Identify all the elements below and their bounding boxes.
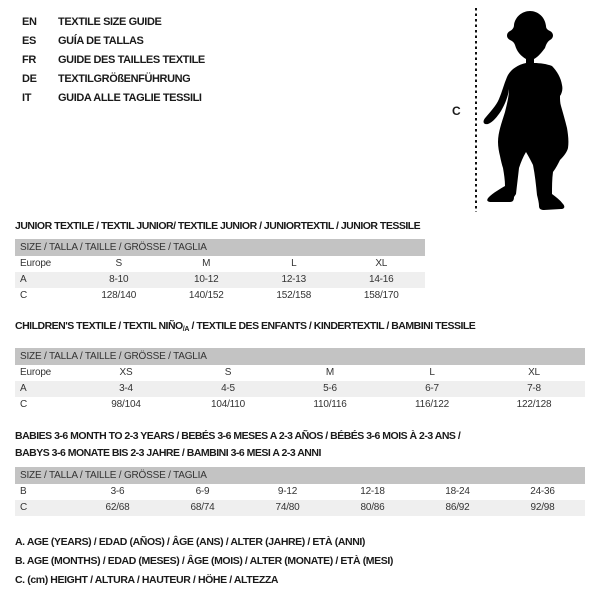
table-cell: 7-8 [527, 383, 541, 394]
language-code: DE [22, 72, 37, 85]
language-code: FR [22, 53, 37, 66]
row-label: A [20, 383, 27, 394]
legend-line-a: A. AGE (YEARS) / EDAD (AÑOS) / ÂGE (ANS) / ALTER (JAHRE) / ETÀ (ANNI) [15, 536, 366, 548]
table-row [15, 256, 425, 272]
table-cell: 122/128 [516, 399, 552, 410]
table-cell: 24-36 [530, 486, 555, 497]
table-cell: L [429, 367, 435, 378]
table-cell: S [224, 367, 232, 378]
legend-line-b: B. AGE (MONTHS) / EDAD (MESES) / ÂGE (MOIS) / ALTER (MONATE) / ETÀ (MESI) [15, 555, 393, 567]
height-measure-dotted-line [475, 8, 477, 212]
language-code: EN [22, 15, 37, 28]
table-cell: 14-16 [368, 274, 394, 285]
table-cell: 62/68 [105, 502, 130, 513]
row-label: B [20, 486, 27, 497]
table-cell: 9-12 [277, 486, 298, 497]
row-label: Europe [20, 258, 52, 269]
height-measure-label: C [452, 104, 461, 118]
table-row [15, 397, 585, 413]
babies-title-line2: BABYS 3-6 MONATE BIS 2-3 JAHRE / BAMBINI 3-6 MESI A 2-3 ANNI [15, 447, 321, 459]
children-title-post: / TEXTILE DES ENFANTS / KINDERTEXTIL / BAMBINI TESSILE [189, 320, 476, 332]
children-title-pre: CHILDREN'S TEXTILE / TEXTIL NIÑO [15, 320, 183, 332]
babies-size-table [15, 467, 585, 516]
table-cell: XL [375, 258, 388, 269]
language-row [22, 50, 205, 69]
table-cell: 110/116 [313, 399, 347, 410]
table-cell: 98/104 [111, 399, 141, 410]
table-row [15, 288, 425, 304]
table-cell: 128/140 [101, 290, 137, 301]
language-title: GUÍA DE TALLAS [58, 34, 144, 47]
table-cell: 6-7 [425, 383, 439, 394]
row-label: Europe [20, 367, 52, 378]
table-cell: 12-13 [281, 274, 307, 285]
table-row [15, 500, 585, 516]
language-row [22, 88, 205, 107]
language-title: TEXTILE SIZE GUIDE [58, 15, 162, 28]
table-cell: 92/98 [530, 502, 555, 513]
language-title: GUIDA ALLE TAGLIE TESSILI [58, 91, 202, 104]
table-cell: 4-5 [221, 383, 235, 394]
size-header-bar: SIZE / TALLA / TAILLE / GRÖSSE / TAGLIA [15, 348, 585, 365]
table-cell: 158/170 [363, 290, 399, 301]
table-cell: 86/92 [445, 502, 470, 513]
language-title-list [22, 12, 205, 107]
table-cell: 3-4 [119, 383, 133, 394]
row-label: A [20, 274, 27, 285]
language-code: ES [22, 34, 37, 47]
table-cell: S [115, 258, 122, 269]
babies-section-title [15, 428, 460, 462]
table-cell: 3-6 [110, 486, 125, 497]
language-title: GUIDE DES TAILLES TEXTILE [58, 53, 205, 66]
table-cell: 5-6 [323, 383, 337, 394]
row-label: C [20, 399, 28, 410]
language-row [22, 69, 205, 88]
language-title: TEXTILGRÖßENFÜHRUNG [58, 72, 191, 85]
table-cell: M [325, 367, 335, 378]
table-cell: 12-18 [360, 486, 385, 497]
legend-line-c: C. (cm) HEIGHT / ALTURA / HAUTEUR / HÖHE / ALTEZZA [15, 574, 279, 586]
table-cell: L [291, 258, 297, 269]
table-row [15, 484, 585, 500]
measure-legend [15, 533, 393, 590]
size-header-bar: SIZE / TALLA / TAILLE / GRÖSSE / TAGLIA [15, 239, 425, 256]
baby-silhouette-icon [480, 0, 600, 215]
table-cell: 152/158 [276, 290, 312, 301]
table-row [15, 365, 585, 381]
table-cell: 140/152 [188, 290, 224, 301]
table-cell: 116/122 [414, 399, 449, 410]
table-cell: 80/86 [360, 502, 385, 513]
row-label: C [20, 290, 28, 301]
language-row [22, 12, 205, 31]
table-row [15, 272, 425, 288]
children-section-title [15, 320, 475, 333]
table-cell: 68/74 [190, 502, 215, 513]
children-size-table [15, 348, 585, 413]
table-cell: 74/80 [275, 502, 300, 513]
table-cell: M [202, 258, 211, 269]
row-label: C [20, 502, 28, 513]
table-cell: 18-24 [445, 486, 470, 497]
table-cell: 104/110 [210, 399, 245, 410]
language-row [22, 31, 205, 50]
table-cell: 10-12 [193, 274, 219, 285]
table-cell: XS [119, 367, 133, 378]
language-code: IT [22, 91, 32, 104]
size-header-bar: SIZE / TALLA / TAILLE / GRÖSSE / TAGLIA [15, 467, 585, 484]
table-cell: 6-9 [195, 486, 210, 497]
table-cell: 8-10 [109, 274, 129, 285]
junior-section-title: JUNIOR TEXTILE / TEXTIL JUNIOR/ TEXTILE JUNIOR / JUNIORTEXTIL / JUNIOR TESSILE [15, 220, 421, 232]
table-row [15, 381, 585, 397]
junior-size-table [15, 239, 425, 304]
children-title-subscript: /A [182, 326, 190, 333]
table-cell: XL [528, 367, 540, 378]
babies-title-line1: BABIES 3-6 MONTH TO 2-3 YEARS / BEBÉS 3-6 MESES A 2-3 AÑOS / BÉBÉS 3-6 MOIS À 2-3 ANS / [15, 430, 461, 442]
